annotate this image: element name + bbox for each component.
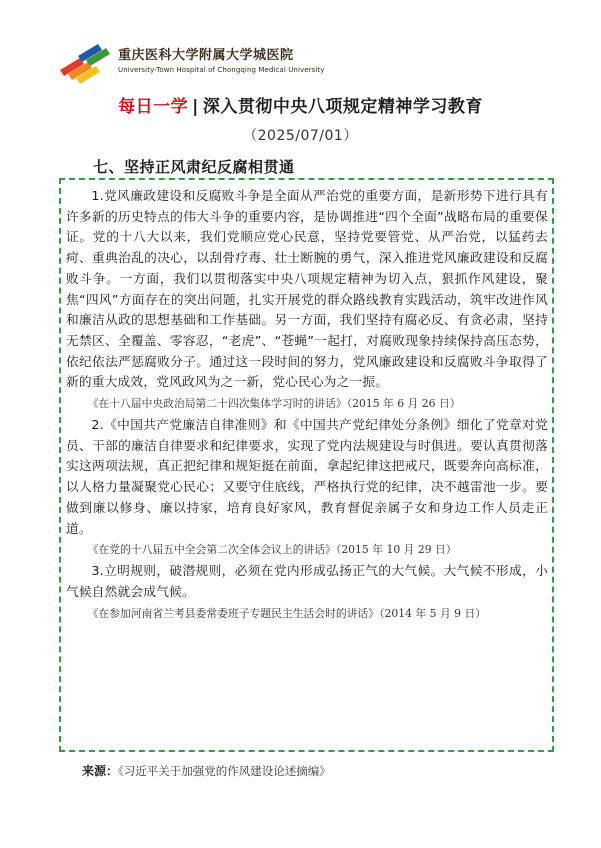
item-2-text: 2.《中国共产党廉洁自律准则》和《中国共产党纪律处分条例》细化了党章对党员、干部的廉洁自律要求和纪律要求，实现了党内法规建设与时俱进。要认真贯彻落实这两项法规，真正把纪律和规矩挺在前面，拿起纪律这把戒尺，既要奔向高标准，以人格力量凝聚党心民心；又要守住底线，严格执行党的纪律，决不越雷池一步。要做到廉以修身、廉以持家，培育良好家风，教育督促亲属子女和身边工作人员走正道。 bbox=[66, 417, 548, 536]
section-title: 七、坚持正风肃纪反腐相贯通 bbox=[93, 158, 295, 176]
content-body bbox=[66, 186, 548, 625]
hospital-logo-icon bbox=[58, 40, 114, 84]
column-name: 每日一学 bbox=[118, 97, 189, 117]
item-3-citation: 《在参加河南省兰考县委常委班子专题民主生活会时的讲话》（2014 年 5 月 9 日） bbox=[87, 606, 487, 620]
hospital-name-en: University-Town Hospital of Chongqing Medical University bbox=[118, 66, 325, 74]
title-main: 深入贯彻中央八项规定精神学习教育 bbox=[202, 97, 483, 117]
source-text: 《习近平关于加强党的作风建设论述摘编》 bbox=[118, 764, 331, 778]
item-1-text: 1.党风廉政建设和反腐败斗争是全面从严治党的重要方面，是新形势下进行具有许多新的历史特点的伟大斗争的重要内容，是协调推进“四个全面”战略布局的重要保证。党的十八大以来，我们党顺应党心民意，坚持党要管党、从严治党，以猛药去疴、重典治乱的决心，以刮骨疗毒、壮士断腕的勇气，深入推进党风廉政建设和反腐败斗争。一方面，我们以贯彻落实中央八项规定精神为切入点，狠抓作风建设，聚焦“四风”方面存在的突出问题，扎实开展党的群众路线教育实践活动，筑牢改进作风和廉洁从政的思想基础和工作基础。另一方面，我们坚持有腐必反、有贪必肃，坚持无禁区、全覆盖、零容忍，“老虎”、“苍蝇”一起打，对腐败现象持续保持高压态势，依纪依法严惩腐败分子。通过这一段时间的努力，党风廉政建设和反腐败斗争取得了新的重大成效，党风政风为之一新，党心民心为之一振。 bbox=[66, 188, 548, 390]
publish-date: （2025/07/01） bbox=[243, 128, 358, 144]
item-1-citation: 《在十八届中央政治局第二十四次集体学习时的讲话》（2015 年 6 月 26 日） bbox=[87, 397, 461, 411]
item-3-text: 3.立明规则，破潜规则，必须在党内形成弘扬正气的大气候。大气候不形成，小气候自然就会成气候。 bbox=[66, 563, 548, 599]
source-label: 来源： bbox=[82, 764, 119, 778]
hospital-name-cn: 重庆医科大学附属大学城医院 bbox=[118, 48, 294, 63]
hospital-header bbox=[58, 40, 358, 84]
source-line bbox=[82, 762, 331, 779]
item-2-citation: 《在党的十八届五中全会第二次全体会议上的讲话》（2015 年 10 月 29 日） bbox=[87, 543, 457, 557]
title-separator: | bbox=[192, 97, 199, 117]
page-title bbox=[0, 92, 601, 117]
